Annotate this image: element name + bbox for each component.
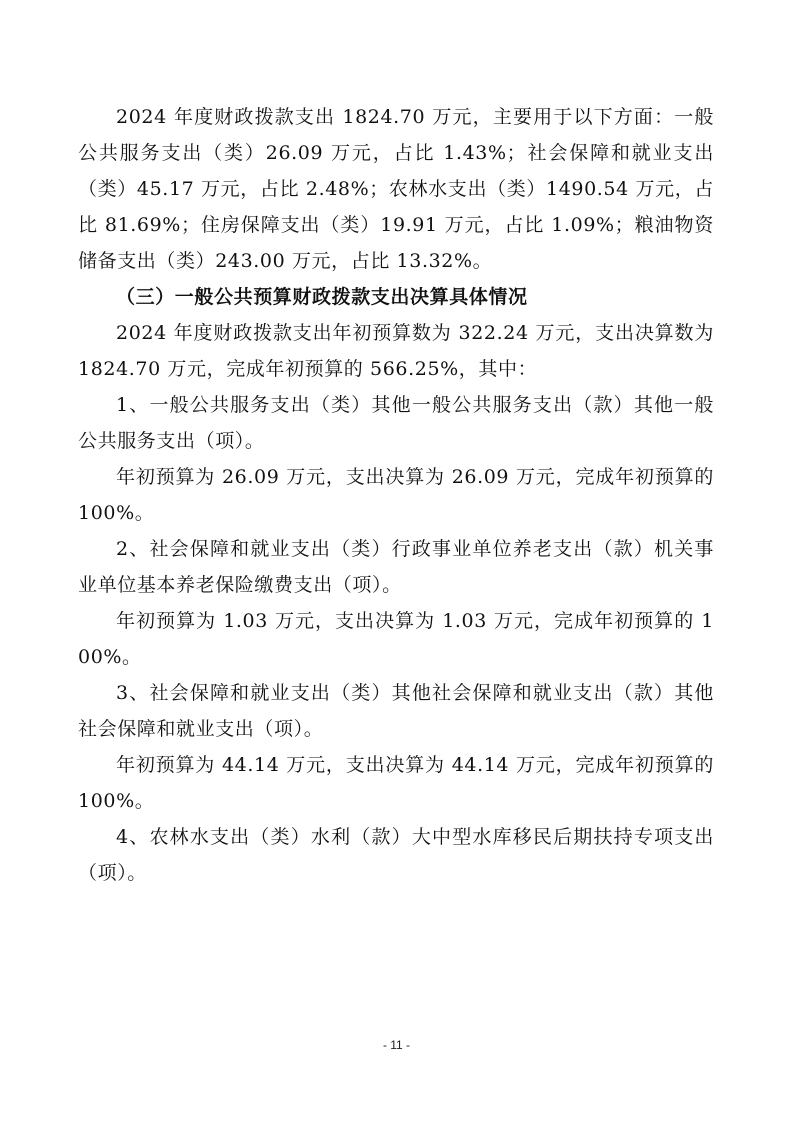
paragraph-expenditure-summary: 2024 年度财政拨款支出 1824.70 万元，主要用于以下方面：一般公共服务支出（类）26.09 万元，占比 1.43%；社会保障和就业支出（类）45.17 万元，占比 2.48%；农林水支出（类）1490.54 万元，占比 81.69%；住房保障支出（类）19.91 万元，占比 1.09%；粮油物资储备支出（类）243.00 万元，占比 13.32%。 [78, 106, 714, 272]
page-number: - 11 - [382, 1038, 411, 1052]
paragraph-budget-overview: 2024 年度财政拨款支出年初预算数为 322.24 万元，支出决算数为 1824.70 万元，完成年初预算的 566.25%，其中： [78, 322, 714, 380]
document-body [78, 99, 714, 891]
list-item-2: 2、社会保障和就业支出（类）行政事业单位养老支出（款）机关事业单位基本养老保险缴费支出（项）。 [78, 538, 714, 596]
list-item-2-detail: 年初预算为 1.03 万元，支出决算为 1.03 万元，完成年初预算的 100%。 [78, 610, 714, 668]
list-item-4: 4、农林水支出（类）水利（款）大中型水库移民后期扶持专项支出（项）。 [78, 826, 714, 884]
list-item-3: 3、社会保障和就业支出（类）其他社会保障和就业支出（款）其他社会保障和就业支出（项）。 [78, 682, 714, 740]
list-item-1-detail: 年初预算为 26.09 万元，支出决算为 26.09 万元，完成年初预算的 100%。 [78, 466, 714, 524]
section-heading-3: （三）一般公共预算财政拨款支出决算具体情况 [116, 286, 528, 308]
list-item-3-detail: 年初预算为 44.14 万元，支出决算为 44.14 万元，完成年初预算的 100%。 [78, 754, 714, 812]
list-item-1: 1、一般公共服务支出（类）其他一般公共服务支出（款）其他一般公共服务支出（项）。 [78, 394, 714, 452]
